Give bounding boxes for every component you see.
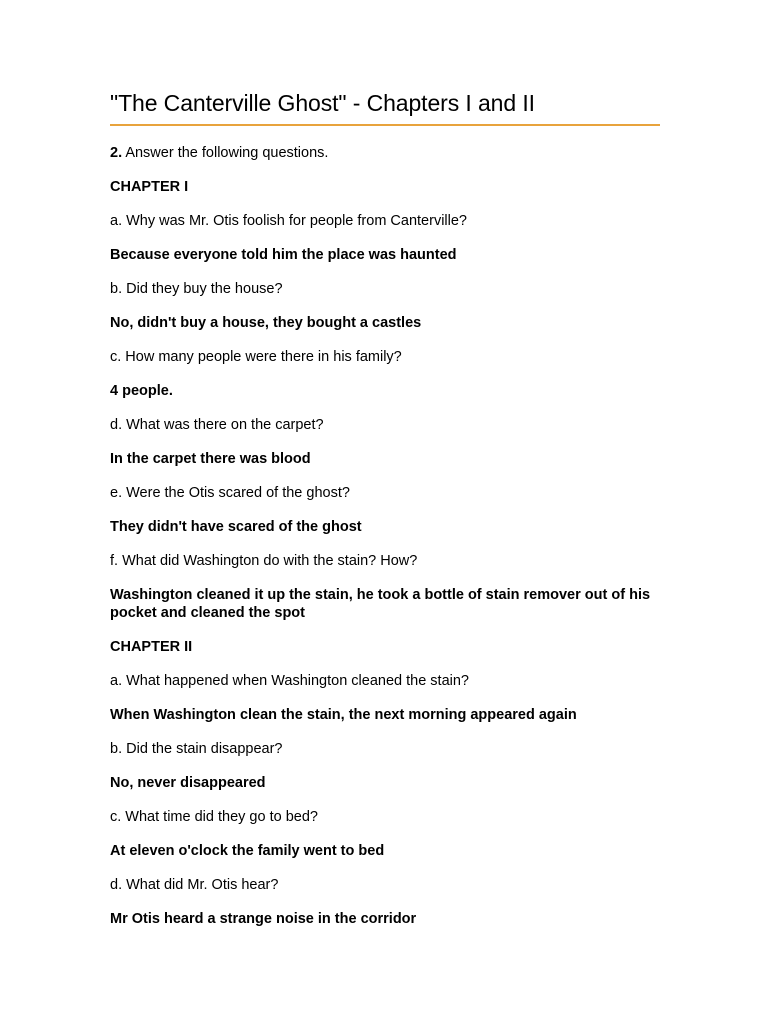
page-title: "The Canterville Ghost" - Chapters I and II [110,90,535,116]
document-page [110,88,660,928]
chapter-heading: CHAPTER I [110,179,189,195]
question: c. What time did they go to bed? [110,809,318,825]
chapter-heading: CHAPTER II [110,639,193,655]
answer: 4 people. [110,383,173,399]
answer: No, didn't buy a house, they bought a castles [110,315,422,331]
answer: Because everyone told him the place was haunted [110,247,457,263]
question: d. What did Mr. Otis hear? [110,877,279,893]
question: d. What was there on the carpet? [110,417,324,433]
answer: When Washington clean the stain, the next morning appeared again [110,707,577,723]
answer: Washington cleaned it up the stain, he took a bottle of stain remover out of his pocket and cleaned the spot [110,587,651,621]
question: e. Were the Otis scared of the ghost? [110,485,350,501]
answer: They didn't have scared of the ghost [110,519,362,535]
question: b. Did they buy the house? [110,281,283,297]
answer: No, never disappeared [110,775,266,791]
question: c. How many people were there in his family? [110,349,402,365]
answer: Mr Otis heard a strange noise in the corridor [110,911,417,927]
instructions [110,144,660,162]
title-underline [110,124,660,126]
answer: In the carpet there was blood [110,451,311,467]
question: a. What happened when Washington cleaned the stain? [110,673,469,689]
question: a. Why was Mr. Otis foolish for people from Canterville? [110,213,467,229]
instruction-number: 2. [110,145,123,161]
instruction-text: Answer the following questions. [122,145,329,161]
question: b. Did the stain disappear? [110,741,283,757]
question: f. What did Washington do with the stain? How? [110,553,418,569]
answer: At eleven o'clock the family went to bed [110,843,385,859]
